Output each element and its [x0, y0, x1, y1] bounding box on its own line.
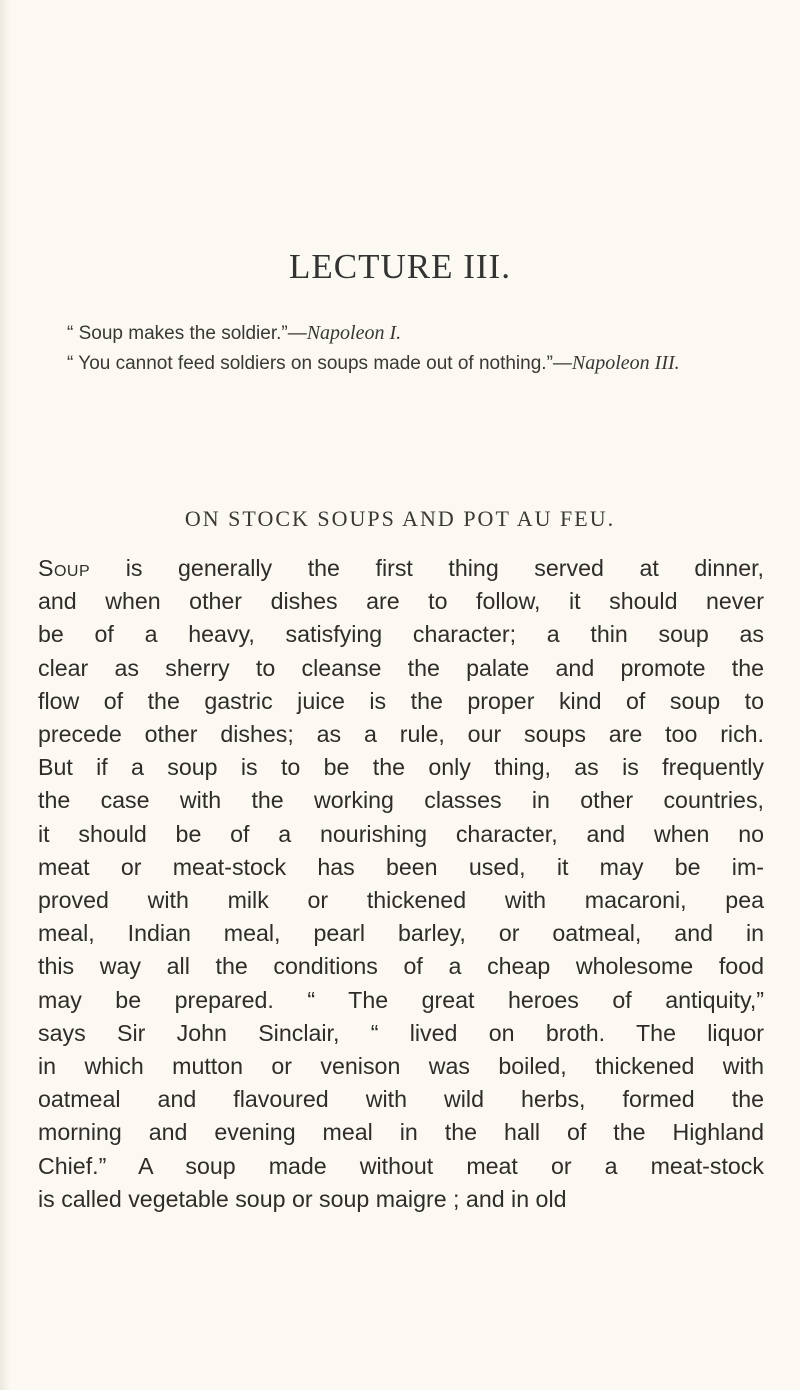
- body-line: this way all the conditions of a cheap wholesome food: [38, 953, 764, 980]
- body-line: in which mutton or venison was boiled, thickened with: [38, 1053, 764, 1080]
- body-line: [38, 552, 764, 585]
- body-line: may be prepared. “ The great heroes of antiquity,”: [38, 986, 764, 1013]
- body-first-word: Soup: [38, 555, 91, 581]
- body-line: is called vegetable soup or soup maigre ; and in old: [38, 1185, 567, 1212]
- body-line: clear as sherry to cleanse the palate and promote the: [38, 654, 764, 681]
- body-line: the case with the working classes in other countries,: [38, 787, 764, 814]
- epigraph-2: [45, 348, 760, 379]
- body-line: But if a soup is to be the only thing, as is frequently: [38, 754, 764, 781]
- section-heading: ON STOCK SOUPS AND POT AU FEU.: [184, 506, 616, 531]
- body-line: proved with milk or thickened with macaroni, pea: [38, 887, 764, 914]
- body-line: Chief.” A soup made without meat or a meat-stock: [38, 1152, 764, 1179]
- body-line: it should be of a nourishing character, and when no: [38, 820, 764, 847]
- body-line: morning and evening meal in the hall of the Highland: [38, 1119, 764, 1146]
- body-line: flow of the gastric juice is the proper kind of soup to: [38, 687, 764, 714]
- epigraph-2-quote: “ You cannot feed soldiers on soups made out of nothing.”—: [67, 353, 572, 374]
- body-paragraph: [38, 552, 764, 1216]
- body-line: meat or meat-stock has been used, it may be im-: [38, 853, 764, 880]
- body-line: precede other dishes; as a rule, our soups are too rich.: [38, 721, 764, 748]
- epigraph-2-attribution: Napoleon III.: [571, 352, 680, 374]
- body-line: meal, Indian meal, pearl barley, or oatmeal, and in: [38, 920, 764, 947]
- body-line: and when other dishes are to follow, it should never: [38, 588, 764, 615]
- body-line: oatmeal and flavoured with wild herbs, formed the: [38, 1086, 764, 1113]
- body-line: says Sir John Sinclair, “ lived on broth. The liquor: [38, 1019, 764, 1046]
- epigraph-1-attribution: Napoleon I.: [306, 322, 402, 344]
- epigraph-1-quote: “ Soup makes the soldier.”—: [67, 323, 307, 344]
- body-line: be of a heavy, satisfying character; a thin soup as: [38, 621, 764, 648]
- body-line-1-text: is generally the first thing served at dinner,: [90, 555, 764, 581]
- page-gutter-shadow: [0, 0, 10, 1390]
- epigraph-1: [45, 318, 760, 349]
- lecture-title: LECTURE III.: [289, 247, 511, 286]
